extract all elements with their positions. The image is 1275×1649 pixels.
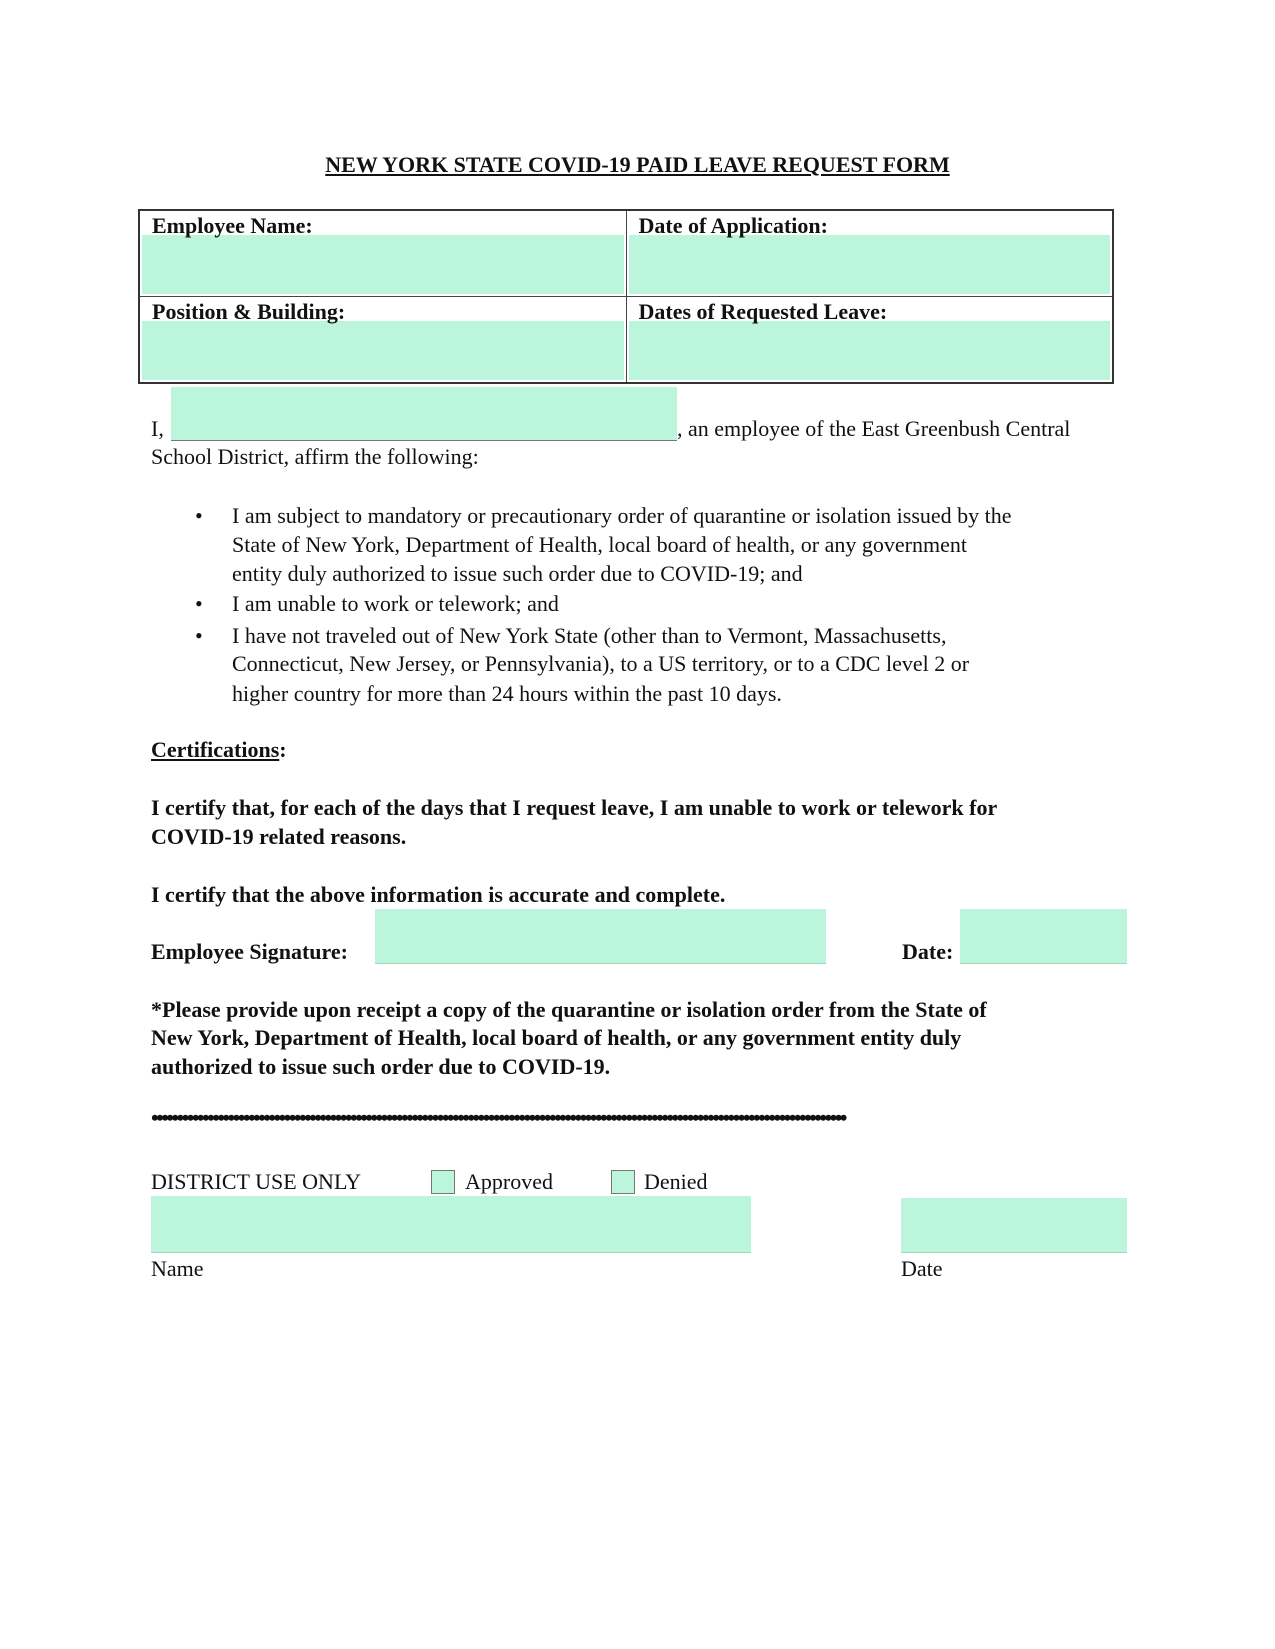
cert1-line-1: I certify that, for each of the days that I request leave, I am unable to work or telework for [151, 795, 998, 820]
certifications-heading [151, 736, 287, 764]
employee-signature-label: Employee Signature: [151, 939, 348, 964]
district-use-label: DISTRICT USE ONLY [151, 1169, 362, 1194]
bullet-3-line-1: I have not traveled out of New York State (other than to Vermont, Massachusetts, [232, 623, 947, 648]
bullet-1: • [195, 503, 203, 528]
bullet-1-line-2: State of New York, Department of Health, local board of health, or any government [232, 532, 967, 557]
dotted-separator: •••••••••••••••••••••••••••••••••••••••••••••••••••••••••••••••••••••••••••••••••••••••••••••••••••••••••••••••••••••••••••••••••••••••• [151, 1105, 845, 1130]
position-building-cell [139, 297, 626, 384]
affirm-line2: School District, affirm the following: [151, 444, 479, 469]
bullet-2: • [195, 591, 203, 616]
signature-date-label: Date: [902, 939, 954, 964]
affirm-suffix: , an employee of the East Greenbush Central [677, 416, 1071, 441]
cert2: I certify that the above information is accurate and complete. [151, 882, 726, 907]
employee-signature-field[interactable] [375, 909, 826, 964]
district-name-field[interactable] [151, 1196, 751, 1253]
date-of-application-field[interactable] [629, 235, 1111, 294]
bullet-3-line-2: Connecticut, New Jersey, or Pennsylvania), to a US territory, or to a CDC level 2 or [232, 651, 970, 676]
approved-checkbox[interactable] [431, 1170, 455, 1194]
denied-label: Denied [644, 1169, 708, 1194]
bullet-1-line-3: entity duly authorized to issue such order due to COVID-19; and [232, 561, 803, 586]
district-date-label: Date [901, 1256, 943, 1281]
bullet-3-line-3: higher country for more than 24 hours within the past 10 days. [232, 681, 782, 706]
certifications-heading-text: Certifications [151, 737, 280, 762]
note-line-1: *Please provide upon receipt a copy of the quarantine or isolation order from the State of [151, 997, 987, 1022]
signature-date-field[interactable] [960, 909, 1127, 964]
date-of-application-label: Date of Application: [638, 213, 828, 238]
denied-checkbox[interactable] [611, 1170, 635, 1194]
cert1-line-2: COVID-19 related reasons. [151, 824, 407, 849]
page-title: NEW YORK STATE COVID-19 PAID LEAVE REQUEST FORM [325, 152, 950, 177]
district-date-field[interactable] [901, 1198, 1127, 1253]
dates-requested-field[interactable] [629, 321, 1111, 380]
employee-info-table [138, 209, 1114, 384]
dates-requested-cell [626, 297, 1113, 384]
approved-label: Approved [465, 1169, 553, 1194]
employee-name-cell [139, 210, 626, 297]
position-building-field[interactable] [142, 321, 624, 380]
dates-requested-label: Dates of Requested Leave: [638, 299, 888, 324]
note-line-2: New York, Department of Health, local board of health, or any government entity duly [151, 1025, 962, 1050]
bullet-2-line-1: I am unable to work or telework; and [232, 591, 559, 616]
position-building-label: Position & Building: [152, 299, 346, 324]
affirm-prefix: I, [151, 416, 164, 441]
district-name-label: Name [151, 1256, 204, 1281]
bullet-1-line-1: I am subject to mandatory or precautionary order of quarantine or isolation issued by the [232, 503, 1012, 528]
employee-name-label: Employee Name: [152, 213, 313, 238]
certifications-colon: : [279, 737, 287, 762]
date-of-application-cell [626, 210, 1113, 297]
note-line-3: authorized to issue such order due to COVID-19. [151, 1054, 611, 1079]
employee-name-field[interactable] [142, 235, 624, 294]
bullet-3: • [195, 623, 203, 648]
affirm-name-field[interactable] [171, 387, 677, 441]
